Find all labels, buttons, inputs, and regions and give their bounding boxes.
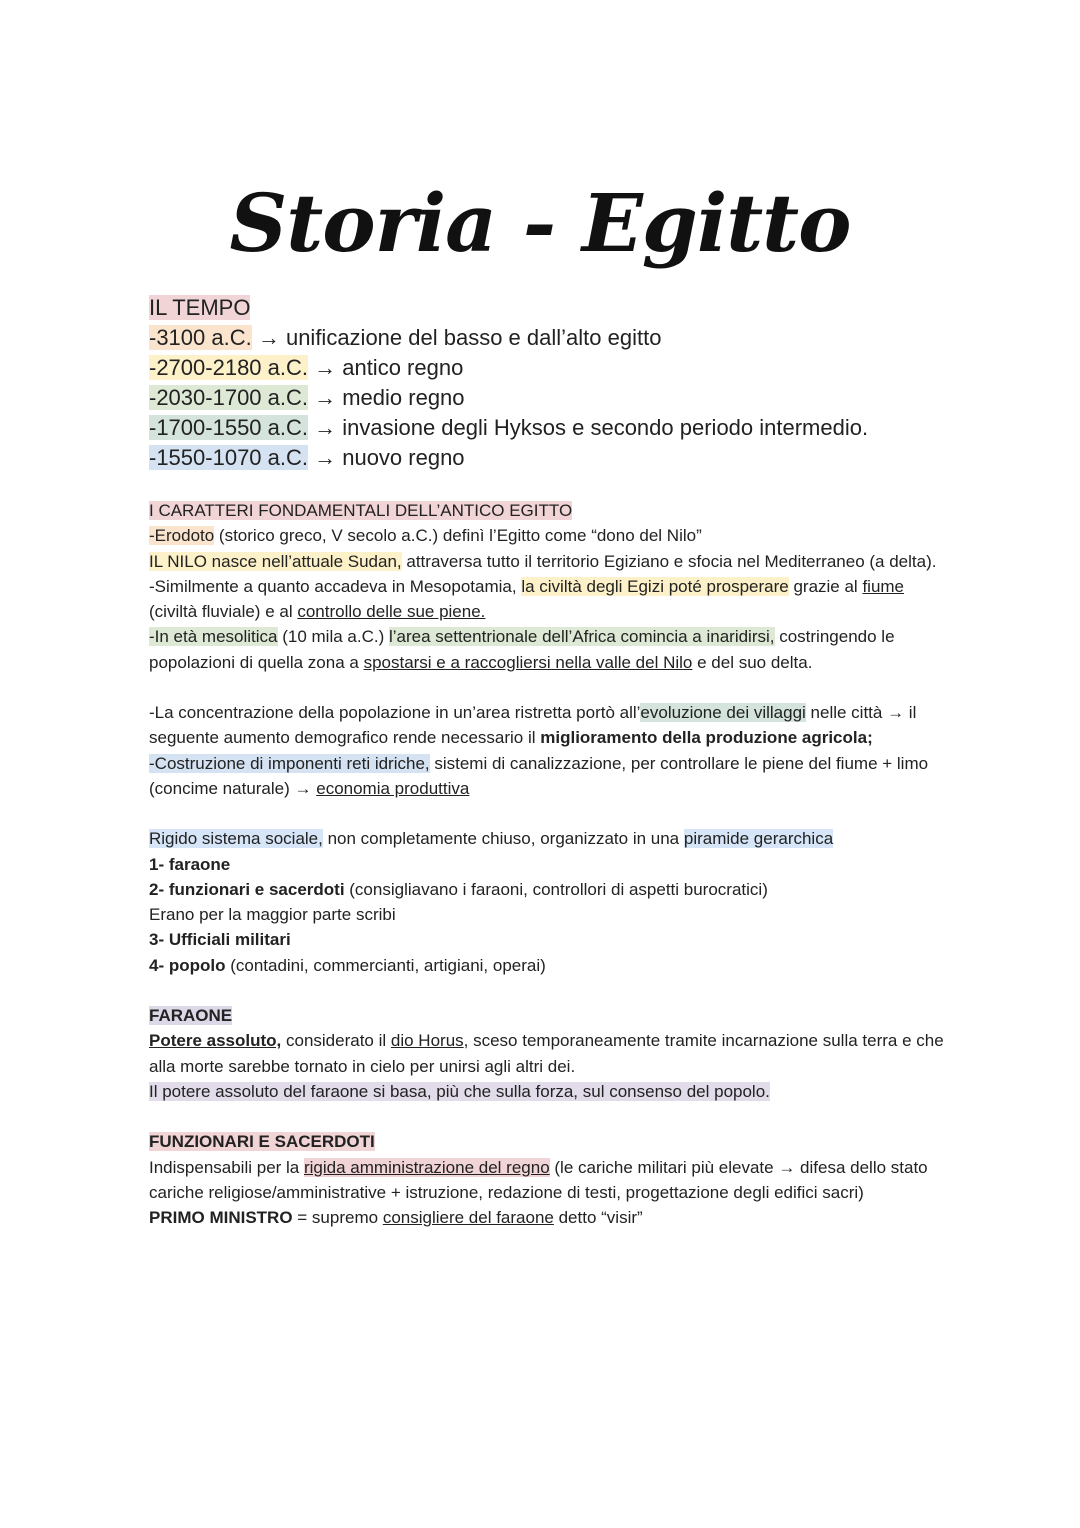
paragraph-indispensabili	[149, 1155, 949, 1206]
bold-text: miglioramento della produzione agricola;	[540, 728, 873, 748]
text: (storico greco, V secolo a.C.) definì l’Egitto come “dono del Nilo”	[214, 526, 702, 546]
timeline-text: → nuovo regno	[308, 445, 465, 470]
text: (10 mila a.C.)	[277, 627, 389, 647]
caratteri-heading: I CARATTERI FONDAMENTALI DELL’ANTICO EGITTO	[149, 501, 573, 520]
text: (consigliavano i faraoni, controllori di aspetti burocratici)	[344, 879, 768, 899]
bold-underlined: Potere assoluto,	[149, 1031, 282, 1051]
underlined: fiume	[862, 576, 905, 596]
underlined: dio Horus	[390, 1031, 464, 1051]
timeline-item	[149, 353, 949, 383]
list-item-note: Erano per la maggior parte scribi	[149, 905, 396, 925]
text: (le cariche militari più elevate → difesa dello stato cariche religiose/amministrative + istruzione, redazione di testi, progettazione degli edifici sacri)	[149, 1157, 928, 1202]
timeline-date: -1550-1070 a.C.	[149, 445, 308, 470]
funzionari-heading: FUNZIONARI E SACERDOTI	[149, 1132, 375, 1152]
paragraph-concentrazione	[149, 700, 949, 751]
text: grazie al	[788, 576, 863, 596]
text: sistemi di canalizzazione, per controllare le piene del fiume + limo (concime naturale) →	[149, 753, 929, 798]
timeline-text: → medio regno	[308, 385, 465, 410]
text: -La concentrazione della popolazione in un’area ristretta portò all’	[149, 703, 641, 723]
underlined: consigliere del faraone	[382, 1208, 554, 1228]
timeline-date: -1700-1550 a.C.	[149, 415, 308, 440]
paragraph-mesolitica	[149, 624, 949, 675]
highlight-underlined: rigida amministrazione del regno	[303, 1157, 550, 1177]
highlight: l’area settentrionale dell’Africa comincia a inaridirsi,	[388, 627, 775, 647]
timeline-date: -3100 a.C.	[149, 325, 252, 350]
text: attraversa tutto il territorio Egiziano e sfocia nel Mediterraneo (a delta).	[401, 551, 937, 571]
list-item: 1- faraone	[149, 854, 231, 874]
text: -Similmente a quanto accadeva in Mesopotamia,	[149, 576, 522, 596]
highlight: Rigido sistema sociale,	[149, 829, 323, 849]
highlight: -Erodoto	[149, 526, 215, 546]
faraone-heading: FARAONE	[149, 1006, 233, 1026]
highlight: IL NILO nasce nell’attuale Sudan,	[149, 551, 402, 571]
bold-text: 4- popolo	[149, 955, 226, 975]
timeline-date: -2030-1700 a.C.	[149, 385, 308, 410]
highlight: evoluzione dei villaggi	[640, 703, 806, 723]
text: costringendo le popolazioni di quella zona a	[149, 627, 895, 672]
paragraph-reti-idriche	[149, 751, 949, 802]
timeline-text: → unificazione del basso e dall’alto egitto	[251, 325, 662, 350]
paragraph-consenso	[149, 1079, 949, 1104]
page-title: Storia - Egitto	[229, 176, 851, 270]
list-item	[149, 953, 949, 978]
highlight: -Costruzione di imponenti reti idriche,	[149, 753, 430, 773]
underlined: spostarsi e a raccogliersi nella valle del Nilo	[363, 652, 693, 672]
body-text	[149, 498, 949, 1230]
timeline-text: → invasione degli Hyksos e secondo periodo intermedio.	[308, 415, 869, 440]
text: (civiltà fluviale) e al	[149, 602, 298, 622]
paragraph-primo-ministro	[149, 1205, 949, 1230]
bold-text: 2- funzionari e sacerdoti	[149, 879, 345, 899]
text: detto “visir”	[553, 1208, 643, 1228]
text: e del suo delta.	[692, 652, 813, 672]
text: considerato il	[281, 1031, 391, 1051]
document-body	[149, 293, 949, 1230]
paragraph-sistema-sociale	[149, 826, 949, 851]
text: nelle città → il seguente aumento demografico rende necessario il	[149, 703, 917, 748]
timeline-date: -2700-2180 a.C.	[149, 355, 308, 380]
paragraph-nilo	[149, 549, 949, 574]
text: Indispensabili per la	[149, 1157, 304, 1177]
text: = supremo	[292, 1208, 383, 1228]
text: , sceso temporaneamente tramite incarnazione sulla terra e che alla morte sarebbe tornato in cielo per unirsi agli altri dei.	[149, 1031, 944, 1076]
paragraph-erodoto	[149, 523, 949, 548]
underlined: economia produttiva	[316, 778, 470, 798]
highlight: piramide gerarchica	[683, 829, 834, 849]
timeline-item	[149, 443, 949, 473]
timeline-heading: IL TEMPO	[149, 295, 251, 320]
bold-text: PRIMO MINISTRO	[149, 1208, 293, 1228]
list-item	[149, 877, 949, 902]
timeline-section	[149, 293, 949, 473]
underlined: controllo delle sue piene.	[297, 602, 486, 622]
text: non completamente chiuso, organizzato in una	[322, 829, 684, 849]
timeline-item	[149, 323, 949, 353]
text: (contadini, commercianti, artigiani, operai)	[225, 955, 546, 975]
timeline-text: → antico regno	[308, 355, 464, 380]
highlight: la civiltà degli Egizi poté prosperare	[521, 576, 789, 596]
timeline-item	[149, 413, 949, 443]
list-item: 3- Ufficiali militari	[149, 930, 291, 950]
paragraph-potere	[149, 1028, 949, 1079]
highlight: Il potere assoluto del faraone si basa, più che sulla forza, sul consenso del popolo.	[149, 1081, 770, 1101]
paragraph-mesopotamia	[149, 574, 949, 625]
timeline-item	[149, 383, 949, 413]
highlight: -In età mesolitica	[149, 627, 278, 647]
